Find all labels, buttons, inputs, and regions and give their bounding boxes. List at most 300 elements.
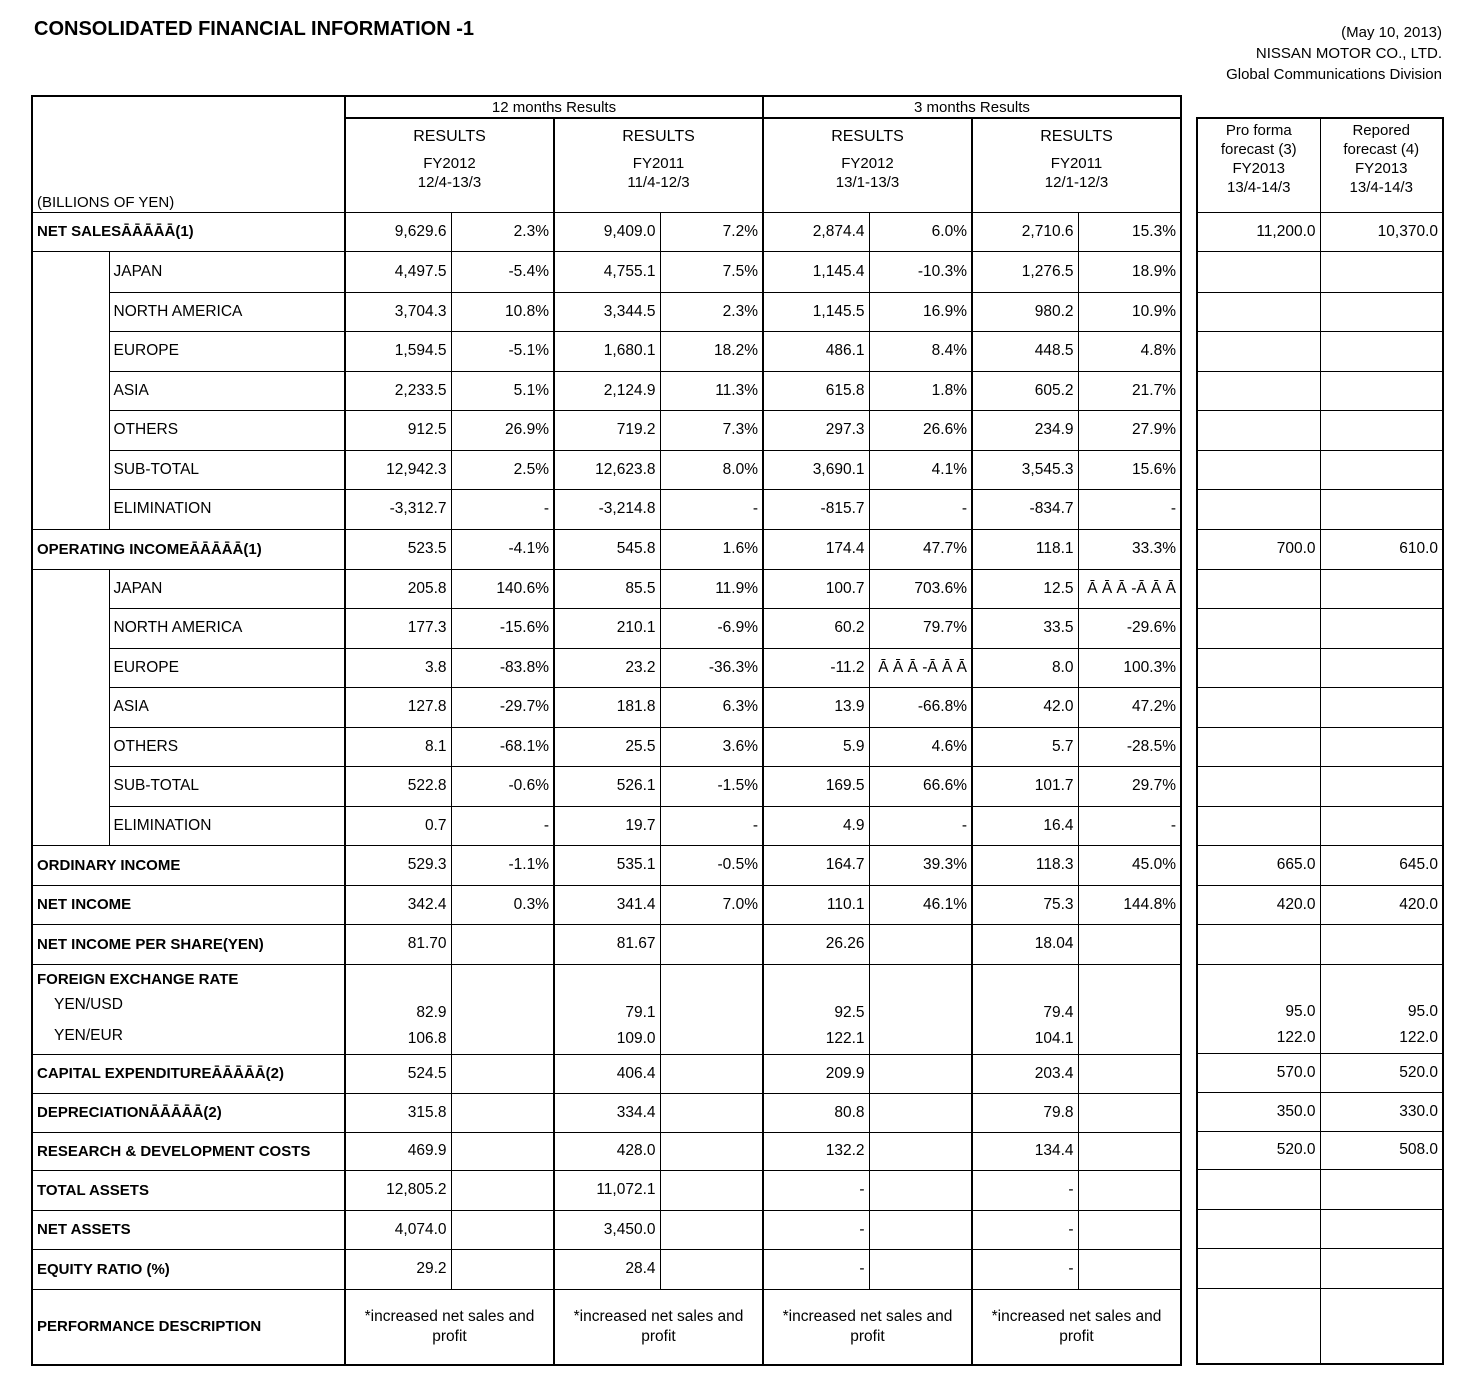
change-cell: 21.7%: [1078, 371, 1181, 410]
value-cell: 486.1: [763, 331, 869, 371]
row-label: OTHERS: [109, 410, 345, 450]
row-equity: [32, 1249, 1181, 1289]
forecast-value: [1197, 292, 1320, 331]
empty-cell: [1078, 964, 1181, 1054]
row-label: NET SALESĀĀĀĀĀ(1): [32, 212, 345, 251]
value-cell: 9,409.0: [554, 212, 660, 251]
row-rnd: [32, 1132, 1181, 1170]
value-cell: 100.7: [763, 569, 869, 608]
row-eps: [32, 924, 1181, 964]
value-cell: 5.7: [972, 727, 1078, 766]
row-oi-eu: [32, 648, 1181, 687]
value-cell: 980.2: [972, 292, 1078, 331]
value-cell: -: [763, 1170, 869, 1210]
change-cell: 6.3%: [660, 687, 763, 727]
forecast-row-capex: [1197, 1053, 1443, 1092]
group-3-months: 3 months Results: [763, 96, 1181, 118]
value-cell: 205.8: [345, 569, 451, 608]
change-cell: 7.0%: [660, 885, 763, 924]
change-cell: 7.2%: [660, 212, 763, 251]
value-cell: 428.0: [554, 1132, 660, 1170]
change-cell: 45.0%: [1078, 845, 1181, 885]
indent-cell: [32, 251, 109, 292]
row-ns-sub: [32, 450, 1181, 489]
fiscal-year: FY2011: [1050, 155, 1103, 172]
change-cell: 33.3%: [1078, 529, 1181, 569]
change-cell: 11.3%: [660, 371, 763, 410]
forecast-row-oi-asia: [1197, 687, 1443, 727]
empty-cell: [451, 964, 554, 1054]
change-cell: [451, 1210, 554, 1249]
value-cell: 13.9: [763, 687, 869, 727]
forecast-row-oi-japan: [1197, 569, 1443, 608]
change-cell: 100.3%: [1078, 648, 1181, 687]
forecast-row-oi-eu: [1197, 648, 1443, 687]
change-cell: 0.3%: [451, 885, 554, 924]
value-cell: 719.2: [554, 410, 660, 450]
forecast-value: [1197, 489, 1320, 529]
row-label: JAPAN: [109, 251, 345, 292]
change-cell: 66.6%: [869, 766, 972, 806]
change-cell: -5.1%: [451, 331, 554, 371]
change-cell: -29.7%: [451, 687, 554, 727]
forecast-value: [1197, 569, 1320, 608]
forecast-value: [1320, 766, 1443, 806]
change-cell: 18.9%: [1078, 251, 1181, 292]
row-oi-elim: [32, 806, 1181, 845]
forecast-value: [1197, 1209, 1320, 1248]
change-cell: 46.1%: [869, 885, 972, 924]
value-cell: -3,214.8: [554, 489, 660, 529]
forecast-row-ord-inc: [1197, 845, 1443, 885]
group-header-row: [32, 96, 1181, 118]
fiscal-year: FY2012: [841, 155, 894, 172]
forecast-fy: FY2013: [1232, 160, 1286, 177]
fx-usd: 82.9: [416, 1003, 447, 1021]
fx-usd: 92.5: [834, 1003, 865, 1021]
forecast-value: [1197, 648, 1320, 687]
row-label: ELIMINATION: [109, 489, 345, 529]
value-cell: 9,629.6: [345, 212, 451, 251]
row-net-sales: [32, 212, 1181, 251]
fx-usd-label: YEN/USD: [54, 995, 123, 1013]
change-cell: Ā Ā Ā -Ā Ā Ā: [869, 648, 972, 687]
value-cell: 4,755.1: [554, 251, 660, 292]
indent-cell: [32, 766, 109, 806]
forecast-fx-eur: 122.0: [1276, 1028, 1316, 1046]
forecast-row-oi-sub: [1197, 766, 1443, 806]
value-cell: 1,145.5: [763, 292, 869, 331]
forecast-value: [1197, 924, 1320, 964]
change-cell: -15.6%: [451, 608, 554, 648]
change-cell: -: [451, 806, 554, 845]
forecast-header-row: [1197, 118, 1443, 212]
period: 12/1-12/3: [1044, 174, 1109, 191]
forecast-value: [1320, 489, 1443, 529]
change-cell: 26.6%: [869, 410, 972, 450]
forecast-header-f1: [1197, 118, 1320, 212]
forecast-value: 645.0: [1320, 845, 1443, 885]
value-cell: 605.2: [972, 371, 1078, 410]
value-cell: 1,680.1: [554, 331, 660, 371]
change-cell: -0.6%: [451, 766, 554, 806]
forecast-value: [1320, 331, 1443, 371]
forecast-value: 330.0: [1320, 1092, 1443, 1131]
forecast-value: [1320, 251, 1443, 292]
change-cell: [1078, 1093, 1181, 1132]
forecast-line2: forecast (3): [1220, 141, 1297, 158]
forecast-value: [1320, 292, 1443, 331]
forecast-row-dep: [1197, 1092, 1443, 1131]
forecast-value: 520.0: [1320, 1053, 1443, 1092]
forecast-row-equity: [1197, 1248, 1443, 1288]
forecast-row-ns-oth: [1197, 410, 1443, 450]
change-cell: 1.8%: [869, 371, 972, 410]
value-cell: 164.7: [763, 845, 869, 885]
value-cell: 545.8: [554, 529, 660, 569]
forecast-value: [1197, 806, 1320, 845]
row-ns-asia: [32, 371, 1181, 410]
change-cell: 2.3%: [451, 212, 554, 251]
value-cell: -: [972, 1249, 1078, 1289]
forecast-line1: Pro forma: [1225, 122, 1292, 139]
change-cell: 47.2%: [1078, 687, 1181, 727]
value-cell: 3,450.0: [554, 1210, 660, 1249]
unit-label: (BILLIONS OF YEN): [37, 193, 175, 211]
unit-cell: [32, 96, 345, 212]
value-cell: 12.5: [972, 569, 1078, 608]
change-cell: 10.8%: [451, 292, 554, 331]
value-cell: 11,072.1: [554, 1170, 660, 1210]
value-cell: 334.4: [554, 1093, 660, 1132]
change-cell: -: [660, 806, 763, 845]
column-header-c1: [345, 118, 554, 212]
change-cell: 10.9%: [1078, 292, 1181, 331]
forecast-header-f2: [1320, 118, 1443, 212]
value-cell: 110.1: [763, 885, 869, 924]
row-oi-oth: [32, 727, 1181, 766]
row-capex: [32, 1054, 1181, 1093]
row-label: NORTH AMERICA: [109, 292, 345, 331]
change-cell: 140.6%: [451, 569, 554, 608]
period: 11/4-12/3: [627, 174, 690, 191]
fx-values: [554, 964, 660, 1054]
value-cell: 523.5: [345, 529, 451, 569]
fx-usd: 79.4: [1043, 1003, 1074, 1021]
value-cell: 12,942.3: [345, 450, 451, 489]
change-cell: 18.2%: [660, 331, 763, 371]
row-label: NET ASSETS: [32, 1210, 345, 1249]
change-cell: [1078, 1054, 1181, 1093]
indent-cell: [32, 410, 109, 450]
forecast-value: 11,200.0: [1197, 212, 1320, 251]
value-cell: 234.9: [972, 410, 1078, 450]
change-cell: 7.3%: [660, 410, 763, 450]
value-cell: 2,874.4: [763, 212, 869, 251]
change-cell: -29.6%: [1078, 608, 1181, 648]
change-cell: [451, 1170, 554, 1210]
change-cell: [660, 1132, 763, 1170]
value-cell: 81.70: [345, 924, 451, 964]
forecast-period: 13/4-14/3: [1349, 179, 1413, 196]
performance-text: *increased net sales and profit: [345, 1289, 554, 1365]
change-cell: [1078, 924, 1181, 964]
fx-values: [345, 964, 451, 1054]
company-name: NISSAN MOTOR CO., LTD.: [1255, 45, 1442, 62]
row-label: EUROPE: [109, 648, 345, 687]
performance-text: *increased net sales and profit: [763, 1289, 972, 1365]
value-cell: -815.7: [763, 489, 869, 529]
forecast-row-net-assets: [1197, 1209, 1443, 1248]
forecast-value: 665.0: [1197, 845, 1320, 885]
change-cell: -4.1%: [451, 529, 554, 569]
forecast-value: [1197, 331, 1320, 371]
value-cell: -: [972, 1210, 1078, 1249]
row-label: RESEARCH & DEVELOPMENT COSTS: [32, 1132, 345, 1170]
forecast-value: [1320, 727, 1443, 766]
fx-eur: 104.1: [1034, 1029, 1074, 1047]
division-name: Global Communications Division: [1226, 66, 1442, 83]
forecast-row-ns-na: [1197, 292, 1443, 331]
change-cell: -6.9%: [660, 608, 763, 648]
value-cell: 1,594.5: [345, 331, 451, 371]
forecast-value: [1320, 450, 1443, 489]
forecast-value: [1320, 410, 1443, 450]
forecast-value: [1197, 1248, 1320, 1288]
change-cell: 39.3%: [869, 845, 972, 885]
forecast-value: 610.0: [1320, 529, 1443, 569]
forecast-row-fx: [1197, 964, 1443, 1053]
forecast-value: [1197, 766, 1320, 806]
results-label: RESULTS: [831, 128, 904, 145]
change-cell: [660, 1170, 763, 1210]
value-cell: 169.5: [763, 766, 869, 806]
change-cell: -28.5%: [1078, 727, 1181, 766]
forecast-value: [1320, 924, 1443, 964]
forecast-value: 350.0: [1197, 1092, 1320, 1131]
row-label: ORDINARY INCOME: [32, 845, 345, 885]
row-oi-na: [32, 608, 1181, 648]
forecast-value: [1320, 569, 1443, 608]
change-cell: -83.8%: [451, 648, 554, 687]
value-cell: 2,233.5: [345, 371, 451, 410]
value-cell: 18.04: [972, 924, 1078, 964]
change-cell: [451, 1249, 554, 1289]
value-cell: 3.8: [345, 648, 451, 687]
value-cell: 210.1: [554, 608, 660, 648]
row-ord-inc: [32, 845, 1181, 885]
column-header-c2: [554, 118, 763, 212]
forecast-value: 520.0: [1197, 1131, 1320, 1169]
indent-cell: [32, 648, 109, 687]
change-cell: 2.3%: [660, 292, 763, 331]
indent-cell: [32, 806, 109, 845]
value-cell: 2,124.9: [554, 371, 660, 410]
value-cell: 912.5: [345, 410, 451, 450]
change-cell: 144.8%: [1078, 885, 1181, 924]
change-cell: -36.3%: [660, 648, 763, 687]
forecast-fx-usd: 95.0: [1407, 1002, 1438, 1020]
change-cell: -: [869, 489, 972, 529]
change-cell: -1.5%: [660, 766, 763, 806]
value-cell: 25.5: [554, 727, 660, 766]
forecast-row-net-inc: [1197, 885, 1443, 924]
value-cell: 448.5: [972, 331, 1078, 371]
fiscal-year: FY2011: [632, 155, 685, 172]
value-cell: 342.4: [345, 885, 451, 924]
fx-eur-label: YEN/EUR: [54, 1026, 123, 1044]
change-cell: [660, 924, 763, 964]
change-cell: 8.0%: [660, 450, 763, 489]
forecast-row-perf: [1197, 1288, 1443, 1364]
forecast-value: [1320, 371, 1443, 410]
forecast-row-ns-eu: [1197, 331, 1443, 371]
change-cell: 26.9%: [451, 410, 554, 450]
change-cell: 47.7%: [869, 529, 972, 569]
value-cell: -11.2: [763, 648, 869, 687]
change-cell: [451, 1054, 554, 1093]
change-cell: [1078, 1170, 1181, 1210]
row-fx: [32, 964, 1181, 1054]
row-ns-oth: [32, 410, 1181, 450]
change-cell: [660, 1249, 763, 1289]
value-cell: 406.4: [554, 1054, 660, 1093]
value-cell: 174.4: [763, 529, 869, 569]
value-cell: 101.7: [972, 766, 1078, 806]
change-cell: [660, 1093, 763, 1132]
forecast-value: [1197, 450, 1320, 489]
change-cell: [869, 1054, 972, 1093]
fx-title: FOREIGN EXCHANGE RATE: [37, 970, 239, 988]
change-cell: 11.9%: [660, 569, 763, 608]
value-cell: 12,623.8: [554, 450, 660, 489]
row-label: OTHERS: [109, 727, 345, 766]
forecast-value: 420.0: [1197, 885, 1320, 924]
value-cell: 12,805.2: [345, 1170, 451, 1210]
forecast-row-net-sales: [1197, 212, 1443, 251]
indent-cell: [32, 292, 109, 331]
results-label: RESULTS: [1040, 128, 1113, 145]
value-cell: 4,497.5: [345, 251, 451, 292]
row-tot-assets: [32, 1170, 1181, 1210]
change-cell: 29.7%: [1078, 766, 1181, 806]
change-cell: [1078, 1132, 1181, 1170]
forecast-row-eps: [1197, 924, 1443, 964]
value-cell: 79.8: [972, 1093, 1078, 1132]
value-cell: 535.1: [554, 845, 660, 885]
row-label: JAPAN: [109, 569, 345, 608]
value-cell: 469.9: [345, 1132, 451, 1170]
forecast-value: 508.0: [1320, 1131, 1443, 1169]
forecast-fx: [1197, 964, 1320, 1053]
value-cell: 1,276.5: [972, 251, 1078, 292]
change-cell: -: [1078, 806, 1181, 845]
value-cell: 127.8: [345, 687, 451, 727]
change-cell: 8.4%: [869, 331, 972, 371]
financial-results-table: [31, 95, 1182, 1366]
value-cell: 297.3: [763, 410, 869, 450]
change-cell: [1078, 1210, 1181, 1249]
period: 13/1-13/3: [835, 174, 900, 191]
change-cell: 27.9%: [1078, 410, 1181, 450]
row-label: [32, 964, 345, 1054]
forecast-value: [1320, 1209, 1443, 1248]
row-label: NET INCOME PER SHARE(YEN): [32, 924, 345, 964]
change-cell: -0.5%: [660, 845, 763, 885]
value-cell: 3,344.5: [554, 292, 660, 331]
indent-cell: [32, 371, 109, 410]
forecast-value: 700.0: [1197, 529, 1320, 569]
forecast-fx: [1320, 964, 1443, 1053]
row-label: CAPITAL EXPENDITUREĀĀĀĀĀ(2): [32, 1054, 345, 1093]
value-cell: 3,545.3: [972, 450, 1078, 489]
value-cell: 203.4: [972, 1054, 1078, 1093]
value-cell: 341.4: [554, 885, 660, 924]
forecast-value: [1197, 371, 1320, 410]
value-cell: 19.7: [554, 806, 660, 845]
row-oi-sub: [32, 766, 1181, 806]
change-cell: 4.6%: [869, 727, 972, 766]
performance-text: *increased net sales and profit: [972, 1289, 1181, 1365]
row-ns-elim: [32, 489, 1181, 529]
value-cell: 1,145.4: [763, 251, 869, 292]
forecast-value: [1320, 648, 1443, 687]
forecast-value: [1320, 608, 1443, 648]
page-title: CONSOLIDATED FINANCIAL INFORMATION -1: [34, 18, 474, 40]
results-label: RESULTS: [413, 128, 486, 145]
value-cell: 5.9: [763, 727, 869, 766]
value-cell: 81.67: [554, 924, 660, 964]
value-cell: 522.8: [345, 766, 451, 806]
forecast-fx-usd: 95.0: [1285, 1002, 1316, 1020]
value-cell: 8.0: [972, 648, 1078, 687]
change-cell: 79.7%: [869, 608, 972, 648]
change-cell: [451, 1132, 554, 1170]
report-date: (May 10, 2013): [1341, 24, 1442, 41]
results-label: RESULTS: [622, 128, 695, 145]
value-cell: 4.9: [763, 806, 869, 845]
change-cell: -: [869, 806, 972, 845]
forecast-period: 13/4-14/3: [1227, 179, 1291, 196]
change-cell: 3.6%: [660, 727, 763, 766]
fx-values: [763, 964, 869, 1054]
value-cell: 615.8: [763, 371, 869, 410]
row-net-inc: [32, 885, 1181, 924]
change-cell: 16.9%: [869, 292, 972, 331]
row-label: NET INCOME: [32, 885, 345, 924]
fx-eur: 106.8: [407, 1029, 447, 1047]
forecast-row-ns-sub: [1197, 450, 1443, 489]
forecast-value: [1320, 1248, 1443, 1288]
row-label: ASIA: [109, 371, 345, 410]
change-cell: [451, 1093, 554, 1132]
value-cell: -: [763, 1249, 869, 1289]
change-cell: [660, 1054, 763, 1093]
forecast-value: [1320, 687, 1443, 727]
value-cell: -: [763, 1210, 869, 1249]
forecast-value: [1320, 806, 1443, 845]
row-label: SUB-TOTAL: [109, 450, 345, 489]
row-ns-japan: [32, 251, 1181, 292]
row-label: TOTAL ASSETS: [32, 1170, 345, 1210]
forecast-value: [1197, 687, 1320, 727]
row-label: EQUITY RATIO (%): [32, 1249, 345, 1289]
forecast-fy: FY2013: [1354, 160, 1408, 177]
indent-cell: [32, 489, 109, 529]
row-label: ELIMINATION: [109, 806, 345, 845]
change-cell: 15.6%: [1078, 450, 1181, 489]
change-cell: [869, 1093, 972, 1132]
